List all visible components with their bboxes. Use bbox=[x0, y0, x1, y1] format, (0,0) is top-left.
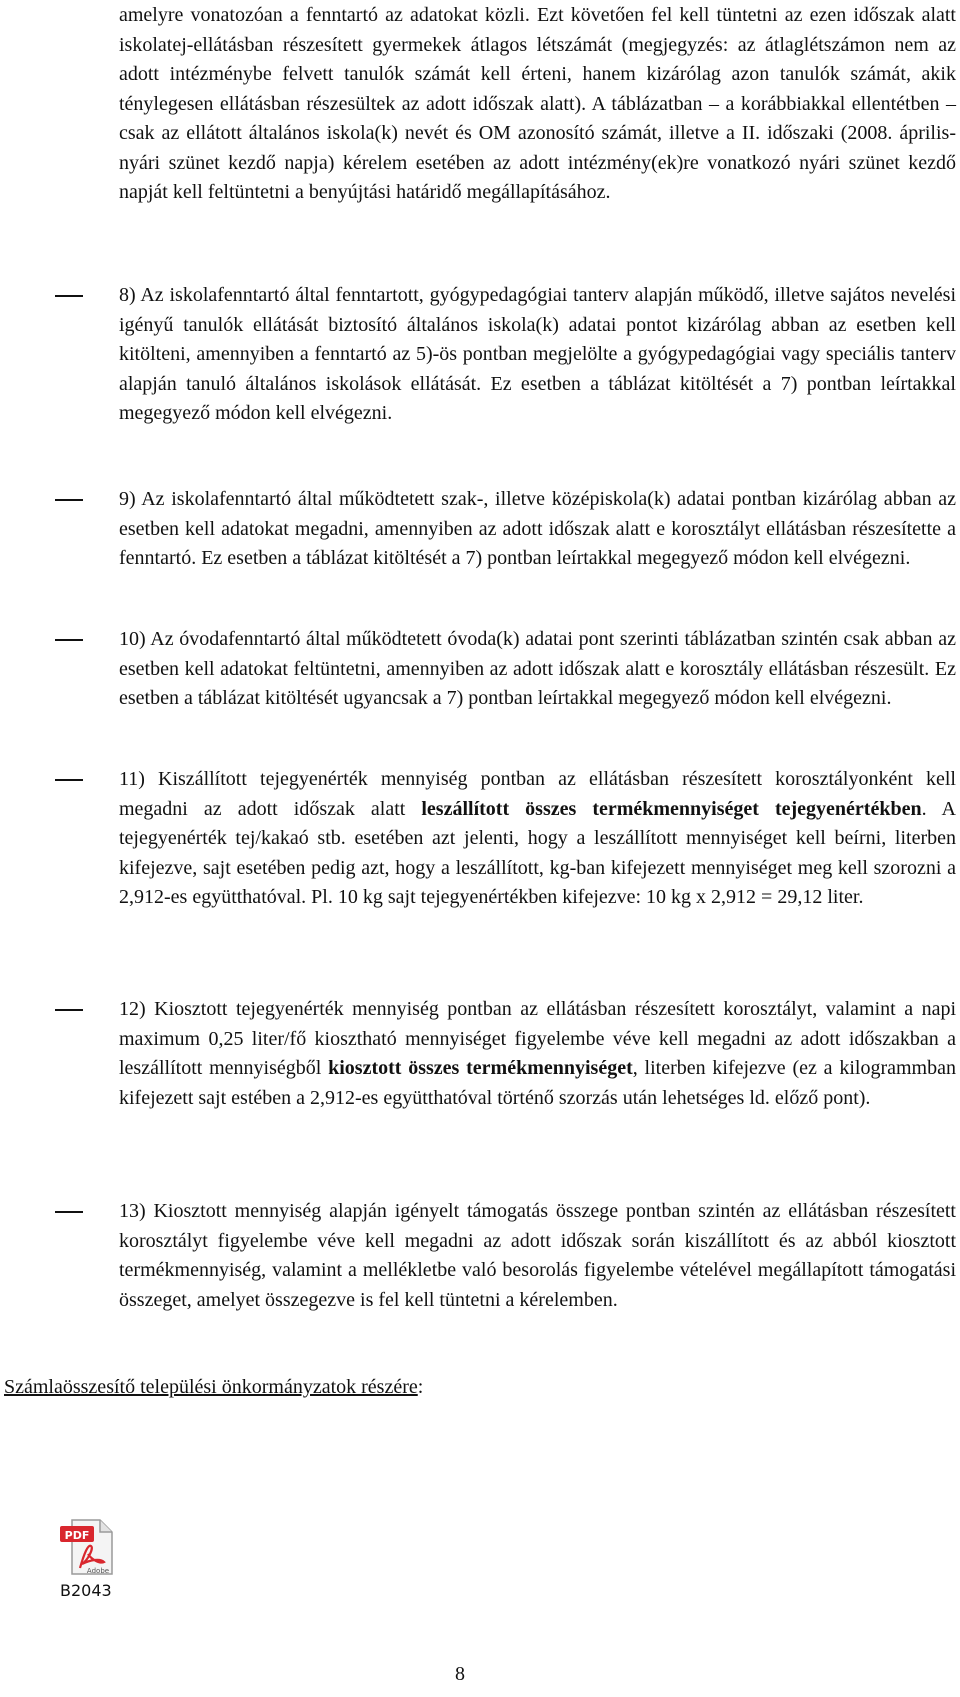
list-item-text: . A tejegyenérték tej/kakaó stb. esetében azt jelenti, hogy a leszállított mennyiséget kell beírni, literben kifejezve, sajt esetében pedig azt, hogy a leszállított, kg-ban kifejezett mennyiséget meg kell szorozni a 2,912-es együtthatóval. Pl. 10 kg sajt tejegyenértékben kifejezve: 10 kg x 2,912 = 29,12 liter. bbox=[119, 797, 956, 908]
intro-paragraph: amelyre vonatozóan a fenntartó az adatokat közli. Ezt követően fel kell tüntetni az ezen időszak alatt iskolatej-ellátásban részesített gyermekek átlagos létszámát (megjegyzés: az átlaglétszámon nem az adott intézménybe felvett tanulók számát kell érteni, hanem kizárólag azon tanulók számát, akik ténylegesen ellátásban részesültek az adott időszak alatt). A táblázatban – a korábbiakkal ellentétben – csak az ellátott általános iskola(k) nevét és OM azonosító számát, illetve a II. időszaki (2008. április-nyári szünet kezdő napja) kérelem esetében az adott intézmény(ek)re vonatkozó nyári szünet kezdő napját kell feltüntetni a benyújtási határidő megállapításához. bbox=[119, 4, 956, 203]
list-item-8 bbox=[119, 281, 956, 429]
list-item-11 bbox=[119, 765, 956, 913]
list-item-text: 12) Kiosztott tejegyenérték mennyiség pontban az ellátásban részesített korosztályt, valamint a napi maximum 0,25 liter/fő kiosztható mennyiséget figyelembe véve kell megadni az adott időszakban a leszállított mennyiségből bbox=[119, 998, 956, 1079]
list-item-text: 11) Kiszállított tejegyenérték mennyiség pontban az ellátásban részesített korosztályonként kell megadni az adott időszak alatt bbox=[119, 768, 956, 820]
list-item-9 bbox=[119, 485, 956, 574]
list-item-text: 10) Az óvodafenntartó által működtetett óvoda(k) adatai pont szerinti táblázatban szintén csak abban az esetben kell adatokat feltüntetni, amennyiben az adott időszak alatt e korosztály ellátásban részesült. Ez esetben a táblázat kitöltését ugyancsak a 7) pontban leírtakkal megegyező módon kell elvégezni. bbox=[119, 628, 956, 709]
list-item-12 bbox=[119, 995, 956, 1113]
list-item-text: , literben kifejezve (ez a kilogrammban kifejezett sajt estében a 2,912-es együtthatóval történő szorzás után lehetséges ld. előző pont). bbox=[119, 1057, 956, 1109]
dash-bullet bbox=[55, 295, 83, 297]
page-number: 8 bbox=[455, 1663, 465, 1685]
section-title-text: Számlaösszesítő települési önkormányzatok részére bbox=[4, 1376, 418, 1398]
list-item-text: 9) Az iskolafenntartó által működtetett szak-, illetve középiskola(k) adatai pontban kizárólag abban az esetben kell adatokat megadni, amennyiben az adott időszak alatt e korosztályt ellátásban részesítette a fenntartó. Ez esetben a táblázat kitöltését a 7) pontban leírtakkal megegyező módon kell elvégezni. bbox=[119, 488, 956, 569]
list-item-text: 8) Az iskolafenntartó által fenntartott, gyógypedagógiai tanterv alapján működő, illetve sajátos nevelési igényű tanulók ellátását biztosító általános iskola(k) adatai pontot kizárólag abban az esetben kell kitölteni, amennyiben a fenntartó az 5)-ös pontban megjelölte a gyógypedagógiai vagy speciális tanterv alapján tanuló általános iskolások ellátását. Ez esetben a táblázat kitöltését a 7) pontban leírtakkal megegyező módon kell elvégezni. bbox=[119, 284, 956, 424]
pdf-file-icon[interactable] bbox=[58, 1518, 118, 1576]
dash-bullet bbox=[55, 1211, 83, 1213]
list-item-10 bbox=[119, 625, 956, 714]
list-item-bold-text: kiosztott összes termékmennyiséget bbox=[328, 1057, 633, 1079]
dash-bullet bbox=[55, 499, 83, 501]
dash-bullet bbox=[55, 1009, 83, 1011]
pdf-brand-text: Adobe bbox=[86, 1567, 110, 1575]
section-title-suffix: : bbox=[417, 1376, 424, 1398]
list-item-13 bbox=[119, 1197, 956, 1315]
list-item-bold-text: leszállított összes termékmennyiséget tejegyenértékben bbox=[421, 797, 922, 820]
dash-bullet bbox=[55, 639, 83, 641]
pdf-badge-text: PDF bbox=[64, 1529, 90, 1542]
dash-bullet bbox=[55, 779, 83, 781]
attachment-label[interactable]: B2043 bbox=[60, 1581, 112, 1600]
section-title bbox=[4, 1373, 423, 1403]
list-item-text: 13) Kiosztott mennyiség alapján igényelt támogatás összege pontban szintén az ellátásban részesített korosztályt figyelembe véve kell megadni az adott időszak során kiszállított és az abból kiosztott termékmennyiség, valamint a mellékletbe való besorolás figyelembe vételével megállapított támogatási összeget, amelyet összegezve is fel kell tüntetni a kérelemben. bbox=[119, 1200, 956, 1311]
